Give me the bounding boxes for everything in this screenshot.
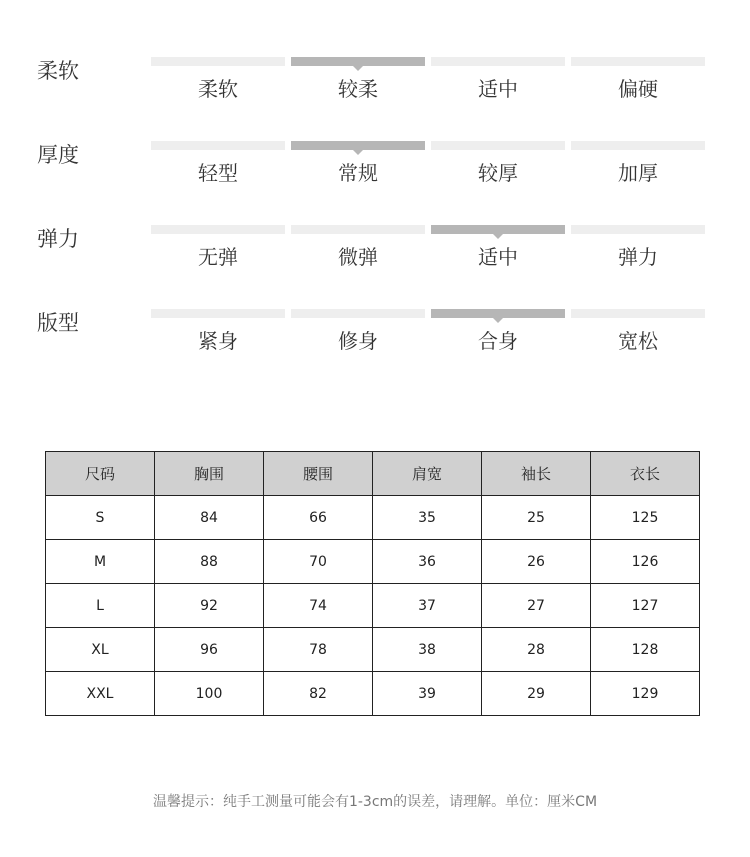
column-header: 衣长	[591, 452, 700, 496]
attr-row-fit	[0, 309, 750, 379]
table-cell: XL	[46, 628, 155, 672]
table-row	[46, 672, 700, 716]
option-2	[431, 57, 565, 107]
footnote: 温馨提示：纯手工测量可能会有1-3cm的误差，请理解。单位：厘米CM	[152, 794, 598, 810]
table-cell: 28	[482, 628, 591, 672]
table-cell: 84	[155, 496, 264, 540]
option-1	[291, 309, 425, 359]
table-row	[46, 496, 700, 540]
size-table	[45, 451, 700, 716]
option-label: 无弹	[198, 245, 238, 269]
table-cell: 37	[373, 584, 482, 628]
option-label: 较柔	[338, 77, 378, 101]
table-cell: 127	[591, 584, 700, 628]
option-label: 轻型	[198, 161, 238, 185]
table-cell: 36	[373, 540, 482, 584]
option-3	[571, 141, 705, 191]
attr-label: 厚度	[37, 143, 79, 167]
column-header: 尺码	[46, 452, 155, 496]
table-cell: 96	[155, 628, 264, 672]
option-label: 加厚	[618, 161, 658, 185]
option-label: 适中	[478, 245, 518, 269]
option-label: 偏硬	[618, 77, 658, 101]
column-header: 袖长	[482, 452, 591, 496]
attr-row-thickness	[0, 141, 750, 211]
table-cell: XXL	[46, 672, 155, 716]
table-row	[46, 628, 700, 672]
attr-label: 版型	[37, 311, 79, 335]
option-label: 常规	[338, 161, 378, 185]
attr-label: 柔软	[37, 59, 79, 83]
attr-label: 弹力	[37, 227, 79, 251]
table-cell: L	[46, 584, 155, 628]
option-label: 合身	[478, 329, 518, 353]
table-cell: 29	[482, 672, 591, 716]
option-3	[571, 57, 705, 107]
table-cell: 100	[155, 672, 264, 716]
option-2	[431, 309, 565, 359]
option-label: 修身	[338, 329, 378, 353]
table-cell: 26	[482, 540, 591, 584]
attr-row-elasticity	[0, 225, 750, 295]
option-0	[151, 309, 285, 359]
table-header-row	[46, 452, 700, 496]
column-header: 肩宽	[373, 452, 482, 496]
table-cell: 128	[591, 628, 700, 672]
option-0	[151, 141, 285, 191]
table-cell: 66	[264, 496, 373, 540]
option-0	[151, 225, 285, 275]
table-cell: 92	[155, 584, 264, 628]
table-row	[46, 540, 700, 584]
option-0	[151, 57, 285, 107]
option-label: 宽松	[618, 329, 658, 353]
option-label: 适中	[478, 77, 518, 101]
table-cell: 126	[591, 540, 700, 584]
table-cell: 82	[264, 672, 373, 716]
option-label: 微弹	[338, 245, 378, 269]
table-cell: 25	[482, 496, 591, 540]
table-cell: 38	[373, 628, 482, 672]
option-3	[571, 309, 705, 359]
option-3	[571, 225, 705, 275]
table-cell: 129	[591, 672, 700, 716]
option-label: 柔软	[198, 77, 238, 101]
table-cell: 35	[373, 496, 482, 540]
table-cell: M	[46, 540, 155, 584]
table-row	[46, 584, 700, 628]
table-cell: 70	[264, 540, 373, 584]
column-header: 胸围	[155, 452, 264, 496]
table-cell: 78	[264, 628, 373, 672]
table-cell: 27	[482, 584, 591, 628]
table-cell: 88	[155, 540, 264, 584]
table-cell: 39	[373, 672, 482, 716]
option-label: 紧身	[198, 329, 238, 353]
option-1	[291, 141, 425, 191]
table-cell: 74	[264, 584, 373, 628]
option-2	[431, 225, 565, 275]
table-cell: S	[46, 496, 155, 540]
column-header: 腰围	[264, 452, 373, 496]
option-label: 弹力	[618, 245, 658, 269]
table-cell: 125	[591, 496, 700, 540]
option-2	[431, 141, 565, 191]
option-1	[291, 57, 425, 107]
attr-row-softness	[0, 57, 750, 127]
option-1	[291, 225, 425, 275]
option-label: 较厚	[478, 161, 518, 185]
